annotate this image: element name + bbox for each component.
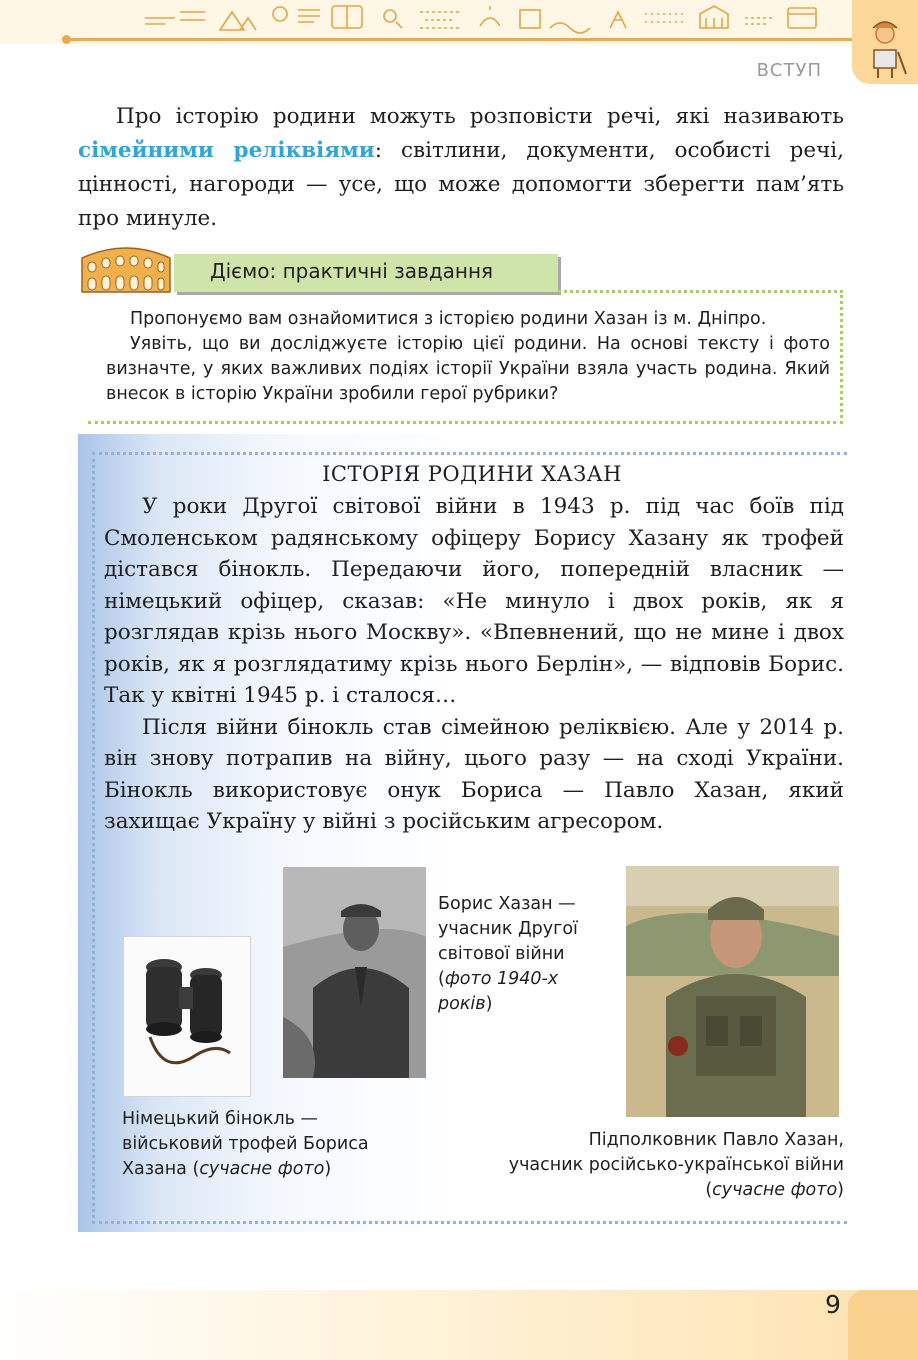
story-paragraph-2: Після війни бінокль став сімейною реліквією. Але у 2014 р. він знову потрапив на війну, цього разу — на сході України. Бінокль використовує онук Бориса — Павло Хазан, який захищає Україну у війні з російським агресором. [104,714,844,834]
task-line-1: Пропонуємо вам ознайомитися з історією родини Хазан із м. Дніпро. [130,309,767,329]
page-number: 9 [825,1290,841,1319]
header-ornament-band [0,0,918,44]
pavlo-caption-open: ( [705,1180,713,1200]
binocular-photo [123,936,251,1097]
binocular-image [124,937,250,1096]
pavlo-portrait-image [626,866,839,1117]
binocular-caption-italic: сучасне фото [199,1159,325,1179]
pavlo-caption [470,1128,844,1203]
boris-caption-italic: фото 1940-х років [438,969,559,1014]
binocular-caption [122,1107,422,1182]
boris-khazan-photo [283,867,426,1078]
story-body [104,491,844,838]
binocular-caption-text: Німецький бінокль — військовий трофей Бориса Хазана ( [122,1109,369,1179]
header-rule [66,38,856,41]
intro-text-start: Про історію родини можуть розповісти речі, які називають [116,104,844,129]
task-line-2: Уявіть, що ви досліджуєте історію цієї родини. На основі тексту і фото визначте, у яких важливих подіях історії України взяла участь родина. Який внесок в історію України зробили герої рубрики? [106,334,830,404]
history-ornament-icon [140,0,840,36]
story-title: ІСТОРІЯ РОДИНИ ХАЗАН [322,462,622,486]
pavlo-caption-italic: сучасне фото [712,1180,838,1200]
pavlo-khazan-photo [626,866,839,1117]
header-rule-dot [62,35,71,44]
boris-portrait-image [283,867,426,1078]
task-title: Дiємо: практичні завдання [210,259,494,283]
story-paragraph-1: У роки Другої світової війни в 1943 р. під час боїв під Смоленськом радянському офіцеру Борису Хазану як трофей дістався бінокль. Передаючи його, попередній власник — німецький офіцер, сказав: «Не минуло і двох років, як я розглядав крізь нього Москву». «Впевнений, що не мине і двох років, як я розглядатиму крізь нього Берлін», — відповів Борис. Так у квітні 1945 р. і сталося… [104,494,844,708]
intro-text-end: : світлини, документи, особисті речі, цінності, нагороди — усе, що може допомогти зберегти пам’ять про минуле. [78,138,845,231]
pavlo-caption-close: ) [837,1180,844,1200]
intro-highlight-term: сімейними реліквіями [78,138,375,163]
boris-caption-close: ) [485,994,493,1014]
pavlo-caption-line-2: учасник російсько-української війни [508,1155,844,1175]
task-text [106,307,830,407]
colosseum-icon [78,236,174,294]
boris-caption [438,892,618,1017]
page-number-tab [848,1290,918,1360]
section-label: ВСТУП [756,60,822,81]
boris-caption-text: Борис Хазан — учасник Другої світової війни ( [438,894,578,989]
pavlo-caption-line-1: Підполковник Павло Хазан, [588,1130,844,1150]
footer-band [0,1290,918,1360]
intro-paragraph [78,100,844,236]
binocular-caption-close: ) [324,1159,332,1179]
explorer-badge [852,0,918,84]
task-frame-top [558,290,843,293]
explorer-icon [852,0,918,84]
